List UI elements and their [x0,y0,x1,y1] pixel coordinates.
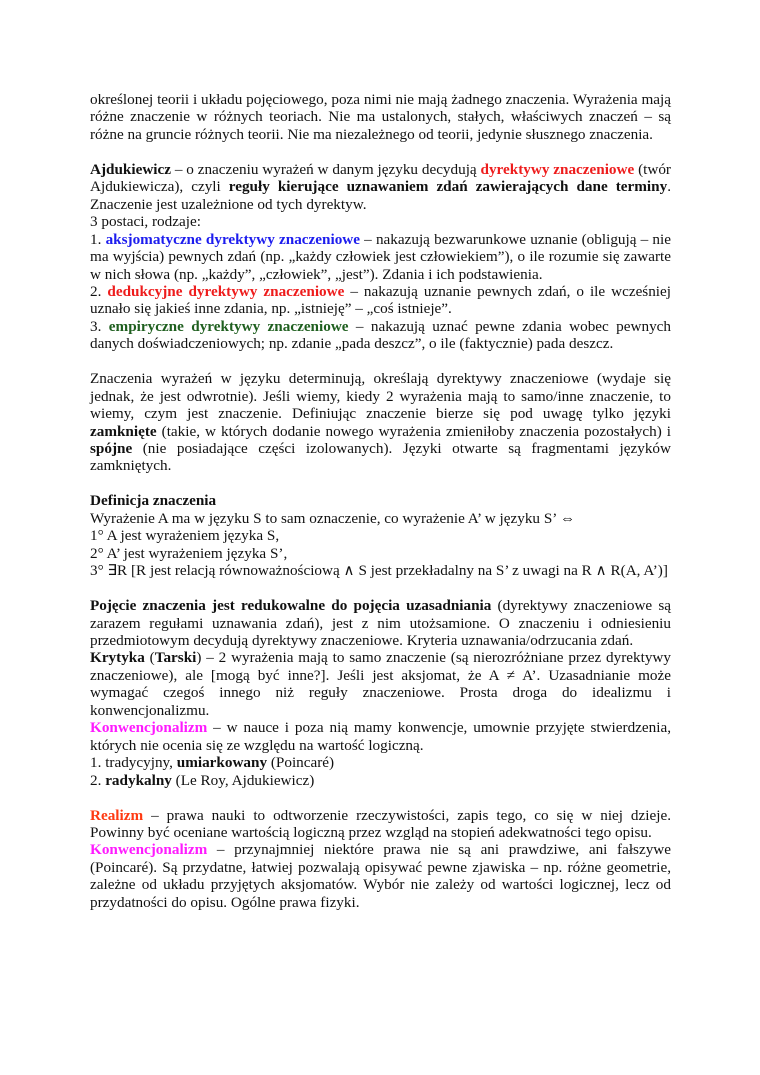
paragraph [90,510,671,527]
paragraph [90,562,671,579]
text-run: Wyrażenie A ma w języku S to sam oznaczenie, co wyrażenie A’ w języku S’ ⇔ [90,509,576,527]
bold-term: zamknięte [90,422,157,440]
highlighted-term: dyrektywy znaczeniowe [480,160,635,178]
text-run: – w nauce i poza nią mamy konwencje, umownie przyjęte stwierdzenia, których nie ocenia się ze względu na wartość logiczną. [90,719,671,754]
text-run: 2° A’ jest wyrażeniem języka S’, [90,544,288,562]
text-run: 3° ∃R [R jest relacją równoważnościową ∧ S jest przekładalny na S’ z uwagi na R ∧ R(A, A’)] [90,562,668,580]
bold-term: reguły kierujące uznawaniem zdań zawierających dane terminy [228,178,668,196]
paragraph [90,841,671,911]
text-run: (takie, w których dodanie nowego wyrażenia zmieniłoby znaczenia pozostałych) i [156,422,671,440]
highlighted-term: Konwencjonalizm [90,841,208,859]
document-page [90,91,671,911]
paragraph [90,161,671,213]
paragraph [90,527,671,544]
text-run: – nakazują uznanie pewnych zdań, o ile wcześniej uznało się jakieś inne zdania, np. „istnieję” – „coś istnieje”. [90,282,671,318]
text-run: 2. [90,771,106,789]
text-run: ) – 2 wyrażenia mają to samo znaczenie (są nierozróżniane przez dyrektywy znaczeniowe), ale [mogą być inne?]. Jeśli jest aksjomat, że A ≠ A’. Uzasadnianie może wymagać czegoś innego niż reguły znaczeniowe. Prosta droga do idealizmu i konwencjonalizmu. [90,649,671,719]
text-run: – prawa nauki to odtworzenie rzeczywistości, zapis tego, co się w niej dzieje. Powinny być oceniane wartością logiczną przez wzgląd na stopień adekwatności tego opisu. [90,806,671,841]
highlighted-term: empiryczne dyrektywy znaczeniowe [108,317,349,335]
highlighted-term: Realizm [90,806,144,824]
bold-term: radykalny [105,771,172,789]
bold-term: umiarkowany [176,754,268,772]
paragraph [90,649,671,719]
paragraph [90,213,671,230]
paragraph [90,283,671,318]
paragraph [90,318,671,353]
text-run: (Le Roy, Ajdukiewicz) [171,771,315,789]
text-run: – nakazują bezwarunkowe uznanie (obligują – nie ma wyjścia) pewnych zdań (np. „każdy człowiek jest człowiekiem”), o ile rozumie się zawarte w nich słowa (np. „każdy”, „człowiek”, „jest”). Zdania i ich podstawienia. [90,230,671,283]
highlighted-term: aksjomatyczne dyrektywy znaczeniowe [105,230,360,248]
text-run: – o znaczeniu wyrażeń w danym języku decydują [171,160,481,178]
highlighted-term: dedukcyjne dyrektywy znaczeniowe [107,282,345,300]
text-run: – przynajmniej niektóre prawa nie są ani prawdziwe, ani fałszywe (Poincaré). Są przydatne, łatwiej pozwalają opisywać pewne zjawiska – np. różne geometrie, zależne od układu przyjętych aksjomatów. Wybór nie zależy od wartości logicznej, lecz od przydatności do opisu. Ogólne prawa fizyki. [90,841,671,911]
paragraph [90,91,671,143]
paragraph [90,597,671,649]
paragraph [90,754,671,771]
text-run: 3 postaci, rodzaje: [90,213,201,231]
paragraph [90,719,671,754]
text-run: 2. [90,282,108,300]
text-run: (Poincaré) [267,754,335,772]
text-run: (twór Ajdukiewicza), czyli [90,160,671,196]
text-run: 1. tradycyjny, [90,754,177,772]
paragraph [90,807,671,842]
text-run: 3. [90,317,109,335]
text-run: . Znaczenie jest uzależnione od tych dyrektyw. [90,178,671,213]
text-run: określonej teorii i układu pojęciowego, poza nimi nie mają żadnego znaczenia. Wyrażenia mają różne znaczenie w różnych teoriach. Nie ma ustalonych, stałych, właściwych znaczeń – są różne na gruncie różnych teorii. Nie ma niezależnego od teorii, jedynie słusznego znaczenia. [90,91,671,143]
text-run: 1. [90,230,106,248]
bold-term: Tarski [154,649,197,667]
text-run: – nakazują uznać pewne zdania wobec pewnych danych doświadczeniowych; np. zdanie „pada deszcz”, o ile (faktycznie) pada deszcz. [90,317,671,353]
text-run: ( [144,649,155,667]
paragraph [90,772,671,789]
bold-term: Pojęcie znaczenia jest redukowalne do pojęcia uzasadniania [90,597,492,615]
bold-term: Krytyka [90,649,145,667]
bold-term: Ajdukiewicz [90,160,171,178]
text-run: Znaczenia wyrażeń w języku determinują, określają dyrektywy znaczeniowe (wydaje się jednak, że jest odwrotnie). Jeśli wiemy, kiedy 2 wyrażenia mają to samo/inne znaczenie, to wiemy, czym jest znaczenie. Definiując znaczenie bierze się pod uwagę tylko języki [90,370,671,423]
text-run: 1° A jest wyrażeniem języka S, [90,527,280,545]
paragraph [90,545,671,562]
paragraph [90,231,671,283]
paragraph [90,492,671,509]
text-run: (dyrektywy znaczeniowe są zarazem regułami uznawania zdań), jest z nim utożsamione. O znaczeniu i odniesieniu przedmiotowym decydują dyrektywy znaczeniowe. Kryteria uznawania/odrzucania zdań. [90,597,671,649]
paragraph [90,370,671,475]
highlighted-term: Konwencjonalizm [90,719,208,737]
bold-term: spójne [90,440,133,458]
bold-term: Definicja znaczenia [90,492,217,510]
text-run: (nie posiadające części izolowanych). Języki otwarte są fragmentami języków zamkniętych. [90,440,671,475]
